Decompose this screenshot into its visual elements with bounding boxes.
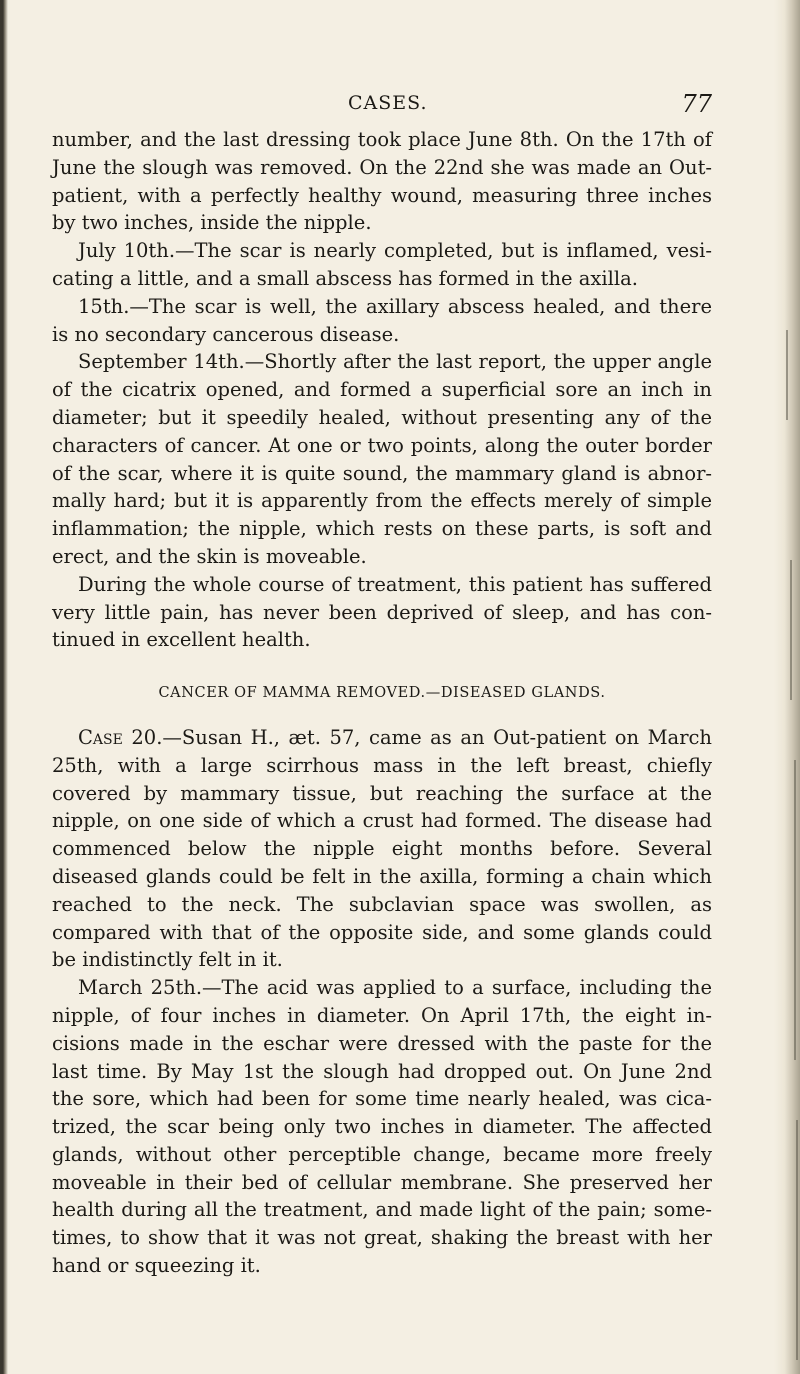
running-head: CASES. xyxy=(348,92,428,114)
case-text: —Susan H., æt. 57, came as an Out-patient on March 25th, with a large scirrhous mass in the left breast, chiefly covered by mammary tissue, but reaching the surface at the nipple, on one side of which a crust had formed. The disease had commenced below the nipple eight months before. Several diseased glands could be felt in the axilla, forming a chain which reached to the neck. The subclavian space was swollen, as compared with that of the opposite side, and some glands could be indistinctly felt in it. xyxy=(52,725,712,972)
page-number: 77 xyxy=(681,90,712,118)
paragraph: March 25th.—The acid was applied to a surface, including the nipple, of four inches in diameter. On April 17th, the eight incisions made in the eschar were dressed with the paste for the last time. By May 1st the slough had dropped out. On June 2nd the sore, which had been for some time nearly healed, was cicatrized, the scar being only two inches in diameter. The affected glands, without other perceptible change, became more freely moveable in their bed of cellular membrane. She preserved her health during all the treatment, and made light of the pain; sometimes, to show that it was not great, shaking the breast with her hand or squeezing it. xyxy=(52,976,712,1278)
page-header xyxy=(52,92,712,126)
section-subheading: CANCER OF MAMMA REMOVED.—DISEASED GLANDS. xyxy=(158,685,606,702)
page-binding-edge xyxy=(0,0,8,1374)
case-label: Case 20. xyxy=(78,725,163,749)
paragraph: September 14th.—Shortly after the last report, the upper angle of the cicatrix opened, and formed a superficial sore an inch in diameter; but it speedily healed, without presenting any of the characters of cancer. At one or two points, along the outer border of the scar, where it is quite sound, the mammary gland is abnormally hard; but it is apparently from the effects merely of simple inflammation; the nipple, which rests on these parts, is soft and erect, and the skin is moveable. xyxy=(52,350,712,568)
case-paragraph xyxy=(52,724,712,974)
paragraph: During the whole course of treatment, this patient has suffered very little pain, has never been deprived of sleep, and has continued in excellent health. xyxy=(52,572,712,652)
paragraph: number, and the last dressing took place June 8th. On the 17th of June the slough was removed. On the 22nd she was made an Out-patient, with a perfectly healthy wound, measuring three inches by two inches, inside the nipple. xyxy=(52,128,712,235)
paragraph: July 10th.—The scar is nearly completed, but is inflamed, vesicating a little, and a small abscess has formed in the axilla. xyxy=(52,239,712,290)
body-text xyxy=(52,126,712,1280)
page-fore-edge xyxy=(774,0,800,1374)
book-page xyxy=(52,92,712,1280)
paragraph: 15th.—The scar is well, the axillary abscess healed, and there is no secondary cancerous disease. xyxy=(52,294,712,346)
